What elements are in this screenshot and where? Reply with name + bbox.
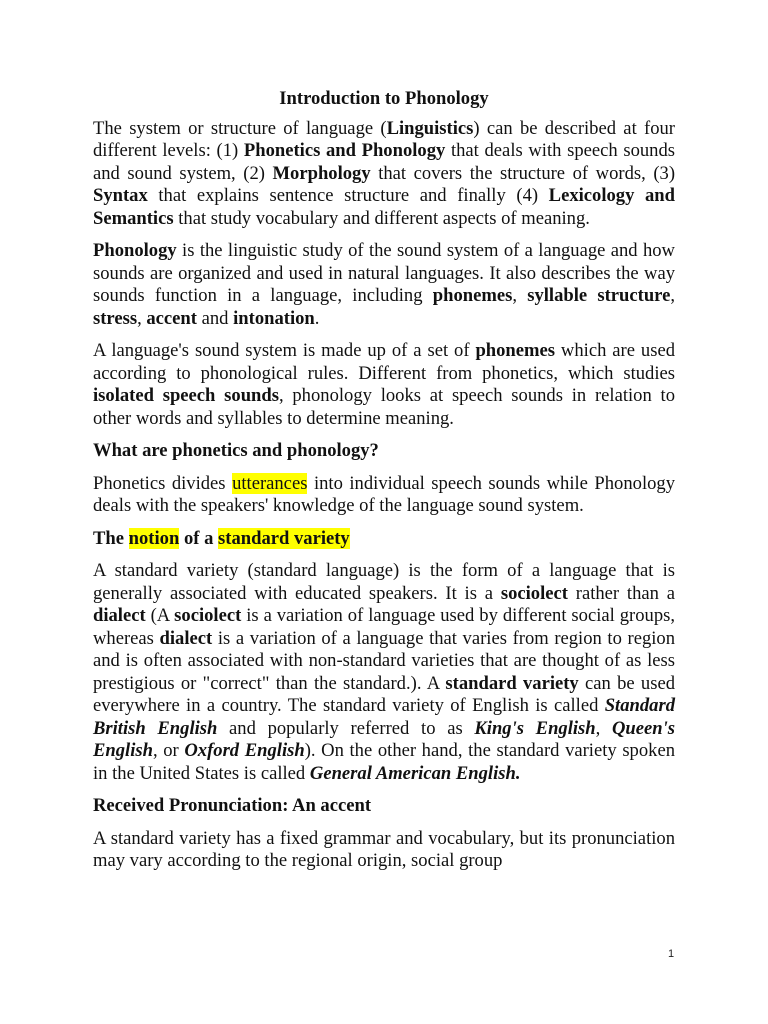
paragraph-standard-variety: [93, 560, 675, 785]
document-page: [93, 88, 675, 883]
text-run: (A: [145, 605, 175, 626]
bold-term: Linguistics: [386, 117, 474, 139]
bold-term: phonemes: [475, 340, 556, 361]
text-run: ). On the other hand, the standard variety spoken in the United States is called: [93, 740, 675, 784]
text-run: of a: [179, 527, 219, 549]
document-title: Introduction to Phonology: [279, 88, 489, 109]
bold-term: dialect: [93, 605, 146, 626]
text-run: which are used according to phonological rules. Different from phonetics, which studies: [93, 340, 675, 384]
text-run: A language's sound system is made up of a set of: [93, 340, 476, 361]
text-run: Phonetics divides: [93, 472, 233, 494]
highlighted-word: notion: [128, 527, 180, 549]
text-run: and: [196, 307, 234, 329]
text-run: and popularly referred to as: [217, 717, 475, 739]
text-run: A standard variety (standard language) is the form of a language that is generally associated with educated speakers. It is a: [93, 560, 675, 604]
bold-term: Lexicology and Semantics: [93, 185, 675, 229]
bold-italic-term: Oxford English: [184, 740, 305, 761]
paragraph-standard-variety-pronunciation: A standard variety has a fixed grammar and vocabulary, but its pronunciation may vary according to the regional origin, social group: [93, 827, 675, 871]
text-run: that deals with speech sounds and sound system, (2): [93, 140, 675, 184]
text-run: The: [93, 527, 129, 549]
bold-term: sociolect: [174, 605, 242, 626]
text-run: into individual speech sounds while Phonology deals with the speakers' knowledge of the language sound system.: [93, 472, 675, 516]
text-run: that explains sentence structure and finally (4): [147, 185, 549, 206]
text-run: that study vocabulary and different aspects of meaning.: [173, 207, 590, 229]
bold-italic-term: Standard British English: [93, 695, 675, 739]
paragraph-sound-system: [93, 340, 675, 430]
bold-term: accent: [146, 307, 197, 329]
text-run: is a variation of a language that varies from region to region and is often associated with non-standard varieties that are thought of as less prestigious or "correct" than the standard.). A: [93, 627, 676, 694]
bold-term: Phonology: [93, 240, 177, 261]
section-heading-standard-variety: [93, 528, 675, 551]
text-run: rather than a: [567, 582, 675, 604]
bold-term: standard variety: [445, 672, 579, 694]
section-heading-received-pronunciation: Received Pronunciation: An accent: [93, 795, 372, 816]
text-run: The system or structure of language (: [93, 117, 387, 139]
bold-italic-term: Queen's English: [93, 717, 675, 761]
text-run: ) can be described at four different levels: (1): [93, 117, 675, 161]
highlighted-word: standard variety: [218, 527, 350, 549]
bold-italic-term: General American English.: [309, 762, 521, 784]
bold-term: phonemes: [432, 285, 513, 306]
bold-term: sociolect: [500, 582, 568, 604]
paragraph-linguistics-levels: [93, 118, 675, 231]
paragraph-phonetics-divides: [93, 473, 675, 518]
bold-term: isolated speech sounds: [93, 385, 279, 406]
bold-term: Phonetics and Phonology: [243, 140, 446, 161]
text-run: is a variation of language used by different social groups, whereas: [93, 605, 676, 649]
text-run: .: [314, 307, 320, 329]
bold-term: Syntax: [93, 185, 148, 206]
paragraph-phonology-definition: [93, 240, 675, 330]
text-run: , or: [152, 740, 185, 761]
text-run: ,: [512, 285, 528, 306]
bold-term: stress: [93, 307, 138, 329]
bold-term: syllable structure: [527, 285, 671, 306]
highlighted-word: utterances: [232, 472, 308, 494]
bold-term: dialect: [159, 627, 213, 649]
text-run: ,: [670, 285, 676, 306]
bold-italic-term: King's English: [474, 717, 596, 739]
text-run: , phonology looks at speech sounds in relation to other words and syllables to determine meaning.: [93, 385, 675, 429]
bold-term: intonation: [233, 307, 315, 329]
text-run: can be used everywhere in a country. The standard variety of English is called: [93, 672, 675, 716]
text-run: that covers the structure of words, (3): [370, 162, 676, 184]
page-number: 1: [668, 948, 675, 960]
text-run: ,: [137, 307, 147, 329]
bold-term: Morphology: [272, 162, 371, 184]
section-heading-phonetics-phonology: What are phonetics and phonology?: [93, 440, 379, 461]
text-run: ,: [595, 717, 612, 739]
text-run: is the linguistic study of the sound system of a language and how sounds are organized and used in natural languages. It also describes the way sounds function in a language, including: [93, 240, 675, 306]
